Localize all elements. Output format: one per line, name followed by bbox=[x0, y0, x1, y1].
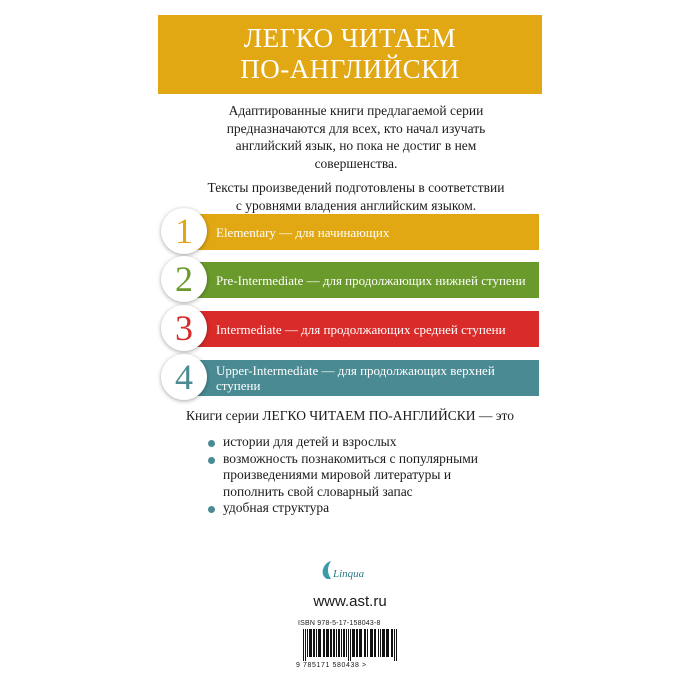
bullet-dot-icon bbox=[208, 457, 215, 464]
barcode-bar bbox=[307, 629, 308, 657]
barcode-bar bbox=[323, 629, 325, 657]
barcode-bar bbox=[326, 629, 329, 657]
feature-list-item bbox=[208, 500, 508, 517]
barcode-guard-bar bbox=[350, 629, 351, 661]
series-title-line-1: ЛЕГКО ЧИТАЕМ bbox=[243, 23, 457, 53]
barcode-bar bbox=[352, 629, 355, 657]
barcode-bar bbox=[359, 629, 362, 657]
level-label-3: Intermediate — для продолжающих средней ступени bbox=[216, 321, 506, 337]
feature-text: возможность познакомиться с популярными произведениями мировой литературы и пополнить свой словарный запас bbox=[223, 450, 478, 499]
book-back-cover bbox=[158, 0, 542, 700]
barcode-bar bbox=[318, 629, 321, 657]
feature-text: истории для детей и взрослых bbox=[223, 434, 397, 449]
barcode-bar bbox=[378, 629, 379, 657]
barcode-bar bbox=[346, 629, 347, 657]
barcode-guard-bar bbox=[396, 629, 397, 661]
barcode-guard-bar bbox=[394, 629, 395, 661]
barcode-bar bbox=[382, 629, 385, 657]
barcode-bar bbox=[316, 629, 317, 657]
barcode-bar bbox=[343, 629, 345, 657]
level-row-1 bbox=[161, 211, 539, 251]
series-header-banner bbox=[158, 15, 542, 94]
level-label-4: Upper-Intermediate — для продолжающих верхней ступени bbox=[216, 363, 495, 393]
barcode-guard-bar bbox=[348, 629, 349, 661]
level-number-badge-4: 4 bbox=[161, 354, 207, 400]
barcode-bar bbox=[370, 629, 373, 657]
barcode-bars bbox=[302, 629, 420, 661]
barcode-bar bbox=[336, 629, 337, 657]
intro-paragraph-2: Тексты произведений подготовлены в соответствии с уровнями владения английским языком. bbox=[207, 180, 505, 213]
barcode-bar bbox=[330, 629, 332, 657]
barcode-bar bbox=[341, 629, 342, 657]
level-number-badge-3: 3 bbox=[161, 305, 207, 351]
level-row-2 bbox=[161, 259, 539, 299]
barcode-bar bbox=[356, 629, 358, 657]
barcode-bar bbox=[367, 629, 368, 657]
barcode-guard-bar bbox=[303, 629, 304, 661]
level-label-2: Pre-Intermediate — для продолжающих нижней ступени bbox=[216, 272, 526, 288]
level-label-1: Elementary — для начинающих bbox=[216, 224, 390, 240]
barcode-bar bbox=[338, 629, 340, 657]
logo-swirl-mark bbox=[323, 561, 331, 579]
level-number-badge-1: 1 bbox=[161, 208, 207, 254]
level-number-badge-2: 2 bbox=[161, 256, 207, 302]
feature-list-item bbox=[208, 434, 508, 451]
barcode-bar bbox=[333, 629, 335, 657]
barcode-guard-bar bbox=[305, 629, 306, 661]
barcode-bar bbox=[309, 629, 312, 657]
linqua-logo bbox=[313, 557, 393, 583]
bullet-dot-icon bbox=[208, 440, 215, 447]
logo-wordmark: Linqua bbox=[333, 568, 365, 580]
series-title-line-2: ПО-АНГЛИЙСКИ bbox=[240, 54, 460, 84]
barcode-number: 9 785171 580438 > bbox=[296, 662, 367, 669]
feature-list-item bbox=[208, 451, 508, 501]
level-row-4 bbox=[161, 357, 539, 397]
barcode-bar bbox=[386, 629, 389, 657]
barcode-bar bbox=[364, 629, 366, 657]
barcode-bar bbox=[391, 629, 393, 657]
isbn-label: ISBN 978-5-17-158043-8 bbox=[298, 620, 381, 627]
bullet-dot-icon bbox=[208, 506, 215, 513]
feature-list bbox=[208, 434, 508, 517]
series-description-heading: Книги серии ЛЕГКО ЧИТАЕМ ПО-АНГЛИЙСКИ — это bbox=[186, 408, 514, 423]
barcode-bar bbox=[380, 629, 381, 657]
intro-paragraph-1: Адаптированные книги предлагаемой серии предназначаются для всех, кто начал изучать английский язык, но пока не достиг в нем совершенства. bbox=[226, 103, 486, 171]
feature-text: удобная структура bbox=[223, 500, 330, 515]
barcode-bar bbox=[374, 629, 376, 657]
intro-text bbox=[206, 102, 506, 221]
level-row-3 bbox=[161, 308, 539, 348]
publisher-website: www.ast.ru bbox=[313, 593, 387, 610]
barcode-bar bbox=[313, 629, 315, 657]
